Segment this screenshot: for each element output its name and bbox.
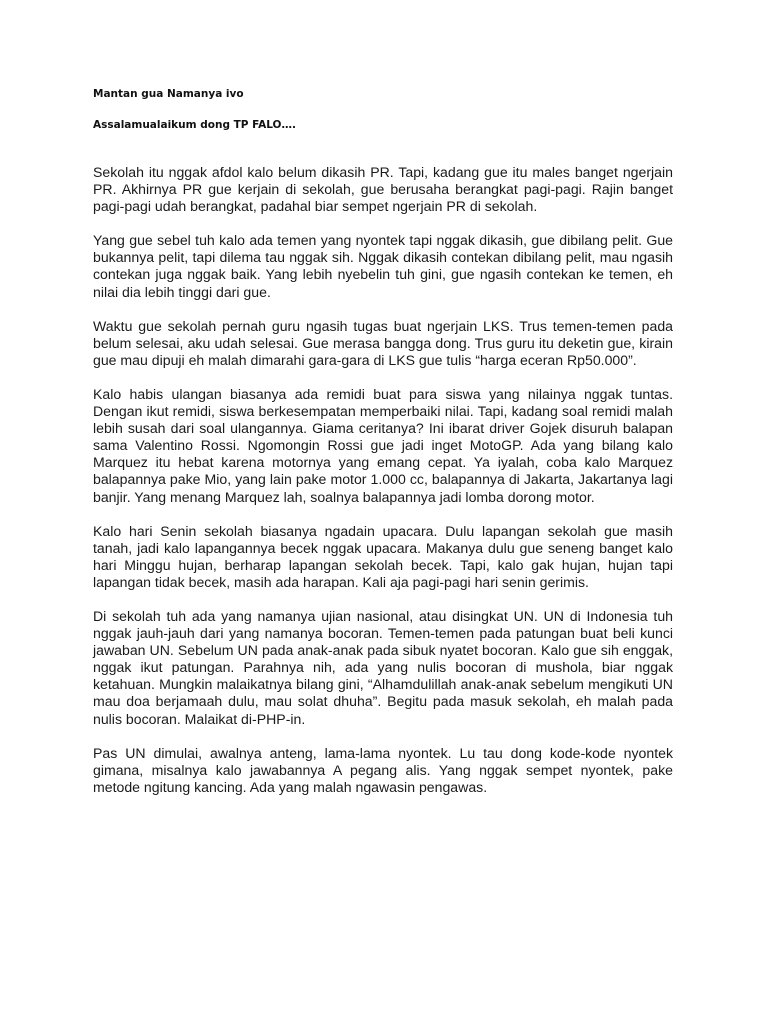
- document-subtitle: Assalamualaikum dong TP FALO….: [93, 119, 296, 131]
- paragraph: Yang gue sebel tuh kalo ada temen yang nyontek tapi nggak dikasih, gue dibilang pelit. Gue bukannya pelit, tapi dilema tau nggak sih. Nggak dikasih contekan dibilang pelit, mau ngasih contekan juga nggak baik. Yang lebih nyebelin tuh gini, gue ngasih contekan ke temen, eh nilai dia lebih tinggi dari gue.: [93, 232, 673, 300]
- paragraph: Sekolah itu nggak afdol kalo belum dikasih PR. Tapi, kadang gue itu males banget ngerjain PR. Akhirnya PR gue kerjain di sekolah, gue berusaha berangkat pagi-pagi. Rajin banget pagi-pagi udah berangkat, padahal biar sempet ngerjain PR di sekolah.: [93, 164, 673, 215]
- paragraph: Di sekolah tuh ada yang namanya ujian nasional, atau disingkat UN. UN di Indonesia tuh nggak jauh-jauh dari yang namanya bocoran. Temen-temen pada patungan buat beli kunci jawaban UN. Sebelum UN pada anak-anak pada sibuk nyatet bocoran. Kalo gue sih enggak, nggak ikut patungan. Parahnya nih, ada yang nulis bocoran di mushola, biar nggak ketahuan. Mungkin malaikatnya bilang gini, “Alhamdulillah anak-anak sebelum mengikuti UN mau doa berjamaah dulu, mau solat dhuha”. Begitu pada masuk sekolah, eh malah pada nulis bocoran. Malaikat di-PHP-in.: [93, 607, 673, 727]
- paragraph: Waktu gue sekolah pernah guru ngasih tugas buat ngerjain LKS. Trus temen-temen pada belum selesai, aku udah selesai. Gue merasa bangga dong. Trus guru itu deketin gue, kirain gue mau dipuji eh malah dimarahi gara-gara di LKS gue tulis “harga eceran Rp50.000”.: [93, 317, 673, 368]
- paragraph: Kalo hari Senin sekolah biasanya ngadain upacara. Dulu lapangan sekolah gue masih tanah, jadi kalo lapangannya becek nggak upacara. Makanya dulu gue seneng banget kalo hari Minggu hujan, berharap lapangan sekolah becek. Tapi, kalo gak hujan, hujan tapi lapangan tidak becek, masih ada harapan. Kali aja pagi-pagi hari senin gerimis.: [93, 522, 673, 590]
- document-body: [93, 164, 673, 813]
- paragraph: Pas UN dimulai, awalnya anteng, lama-lama nyontek. Lu tau dong kode-kode nyontek gimana, misalnya kalo jawabannya A pegang alis. Yang nggak sempet nyontek, pake metode ngitung kancing. Ada yang malah ngawasin pengawas.: [93, 744, 673, 795]
- paragraph: Kalo habis ulangan biasanya ada remidi buat para siswa yang nilainya nggak tuntas. Dengan ikut remidi, siswa berkesempatan memperbaiki nilai. Tapi, kadang soal remidi malah lebih susah dari soal ulangannya. Giama ceritanya? Ini ibarat driver Gojek disuruh balapan sama Valentino Rossi. Ngomongin Rossi gue jadi inget MotoGP. Ada yang bilang kalo Marquez itu hebat karena motornya yang emang cepat. Ya iyalah, coba kalo Marquez balapannya pake Mio, yang lain pake motor 1.000 cc, balapannya di Jakarta, Jakartanya lagi banjir. Yang menang Marquez lah, soalnya balapannya jadi lomba dorong motor.: [93, 385, 673, 505]
- document-title: Mantan gua Namanya ivo: [93, 88, 244, 100]
